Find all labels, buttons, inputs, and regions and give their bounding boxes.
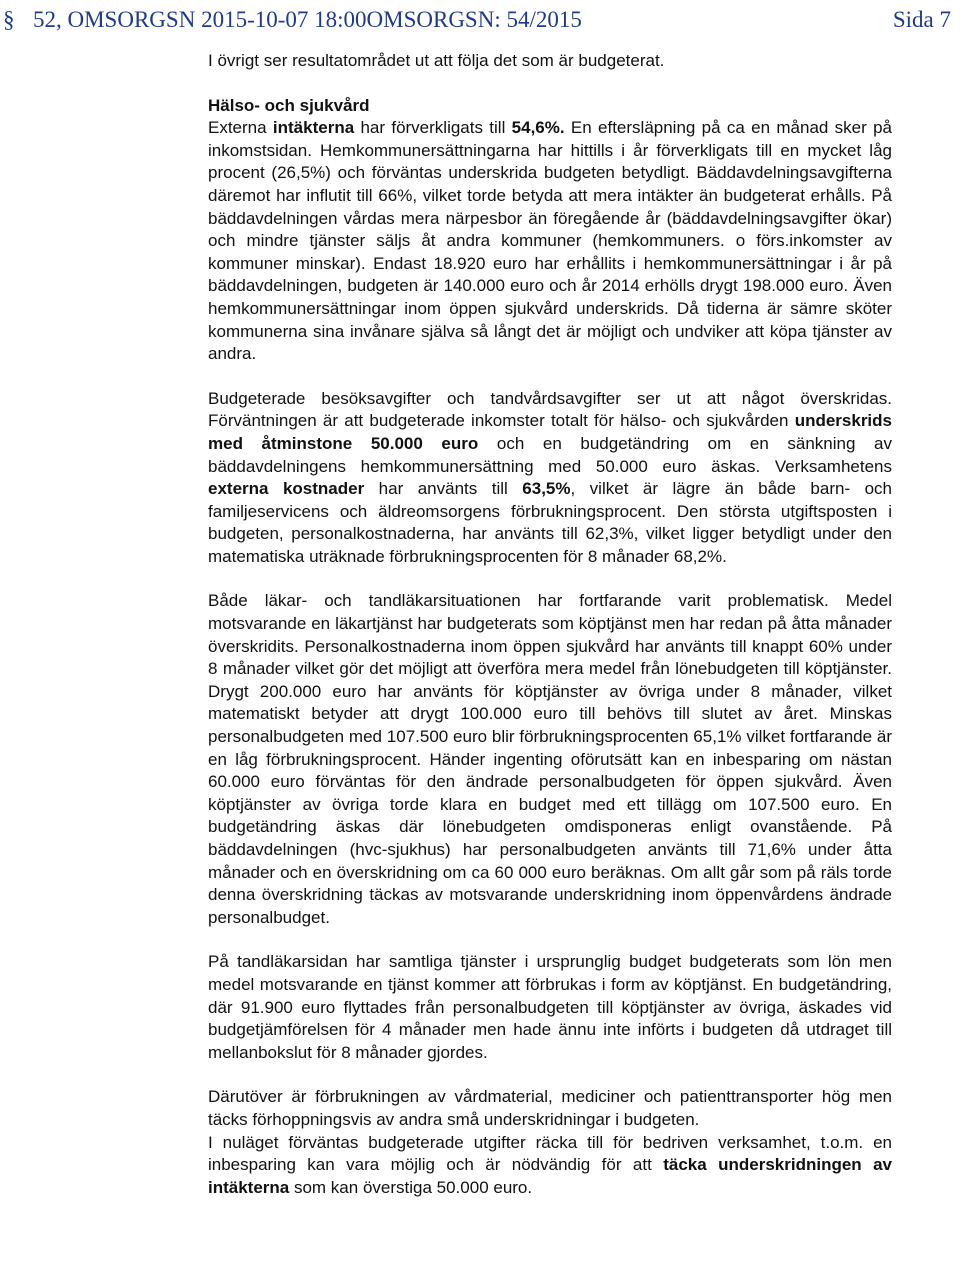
section-heading bbox=[208, 95, 892, 118]
paragraph-nulaget bbox=[208, 1132, 892, 1200]
page-header bbox=[0, 0, 960, 40]
text-run: I nuläget förväntas budgeterade utgifter räcka till för bedriven verksamhet, t.o.m. en inbesparing kan vara möjlig och är nödvändig för att bbox=[208, 1132, 892, 1175]
text-run: som kan överstiga 50.000 euro. bbox=[289, 1177, 533, 1197]
text-run: , vilket är lägre än både barn- och familjeservicens och äldreomsorgens förbrukningsprocent. Den största utgiftsposten i budgeten, personalkostnaderna, har använts till 62,3%, vilket ligger betydligt under den matematiska uträknade förbrukningsprocenten för 8 månader 68,2%. bbox=[208, 479, 893, 566]
text-run: Externa bbox=[208, 118, 273, 138]
bold-run: externa kostnader bbox=[208, 479, 365, 499]
paragraph-intakter bbox=[208, 117, 892, 366]
paragraph-avgifter bbox=[208, 388, 892, 569]
text-run: En eftersläpning på ca en månad sker på inkomstsidan. Hemkommunersättningarna har hittills i år förverkligats till en mycket låg procent (26,5%) och förväntas underskrida budgeten betydligt. Bäddavdelningsavgifterna däremot har influtit till 66%, vilket torde betyda att mera intäkter än budgeterat erhålls. På bäddavdelningen vårdas mera närpesbor än föregående år (bäddavdelningsavgifter ökar) och mindre tjänster säljs åt andra kommuner (hemkommuners. o förs.inkomster av kommuner minskar). Endast 18.920 euro har erhållits i hemkommunersättningar i år på bäddavdelningen, budgeten är 140.000 euro och år 2014 erhölls drygt 198.000 euro. Även hemkommunersättningar inom öppen sjukvård underskrids. Då tiderna är sämre sköter kommunerna sina invånare själva så långt det är möjligt och undviker att köpa tjänster av andra. bbox=[208, 118, 893, 364]
text-run: Budgeterade besöksavgifter och tandvårdsavgifter ser ut att något överskridas. Förväntningen är att budgeterade inkomster totalt för hälso- och sjukvården bbox=[208, 388, 892, 431]
bold-run: 54,6%. bbox=[511, 118, 565, 138]
text-run: har använts till bbox=[364, 479, 523, 499]
bold-run: 63,5% bbox=[522, 479, 571, 499]
text-run: har förverkligats till bbox=[354, 118, 512, 138]
document-body bbox=[208, 50, 892, 1199]
paragraph-forbrukning: Därutöver är förbrukningen av vårdmaterial, mediciner och patienttransporter hög men täcks förhoppningsvis av andra små underskridningar i budgeten. bbox=[208, 1087, 892, 1129]
document-title: 52, OMSORGSN 2015-10-07 18:00OMSORGSN: 54/2015 bbox=[33, 7, 582, 32]
paragraph-tandlakarsidan: På tandläkarsidan har samtliga tjänster i ursprunglig budget budgeterats som lön men medel motsvarande en tjänst kommer att förbrukas i form av köptjänst. En budgetändring, där 91.900 euro flyttades från personalbudgeten till köptjänster av övriga, äskades vid budgetjämförelsen för 4 månader men hade ännu inte införts i budgeten då utdraget till mellanbokslut för 8 månader gjordes. bbox=[208, 952, 892, 1062]
paragraph-lakarsituation: Både läkar- och tandläkarsituationen har fortfarande varit problematisk. Medel motsvarande en läkartjänst har budgeterats som köptjänst men har redan på åtta månader överskridits. Personalkostnaderna inom öppen sjukvård har använts till knappt 60% under 8 månader vilket gör det möjligt att överföra mera medel från lönebudgeten till köptjänster. Drygt 200.000 euro har använts för köptjänster av övriga under 8 månader, vilket matematiskt betyder att drygt 100.000 euro till behövs till slutet av året. Minskas personalbudgeten med 107.500 euro blir förbrukningsprocenten 65,1% vilket fortfarande är en låg förbrukningsprocent. Händer ingenting oförutsätt kan en inbesparing om nästan 60.000 euro förväntas för den ändrade personalbudgeten för öppen sjukvård. Även köptjänster av övriga torde klara en budget med ett tillägg om 107.500 euro. En budgetändring äskas där lönebudgeten omdisponeras enligt ovanstående. På bäddavdelningen (hvc-sjukhus) har personalbudgeten använts till 71,6% under åtta månader och en överskridning om ca 60 000 euro beräknas. Om allt går som på räls torde denna överskridning täckas av motsvarande underskridning inom öppenvårdens ändrade personalbudget. bbox=[208, 591, 892, 927]
paragraph-intro: I övrigt ser resultatområdet ut att följa det som är budgeterat. bbox=[208, 51, 665, 70]
section-icon: § bbox=[3, 7, 15, 32]
text-run: och en budgetändring om en sänkning av bäddavdelningens hemkommunersättning med 50.000 euro äskas. Verksamhetens bbox=[208, 433, 892, 476]
bold-run: underskrids med åtminstone 50.000 euro bbox=[208, 411, 892, 453]
heading-halso-sjukvard: Hälso- och sjukvård bbox=[208, 95, 370, 115]
bold-run: täcka underskridningen av intäkterna bbox=[208, 1155, 893, 1197]
bold-run: intäkterna bbox=[272, 118, 355, 138]
page-number: Sida 7 bbox=[892, 7, 951, 32]
